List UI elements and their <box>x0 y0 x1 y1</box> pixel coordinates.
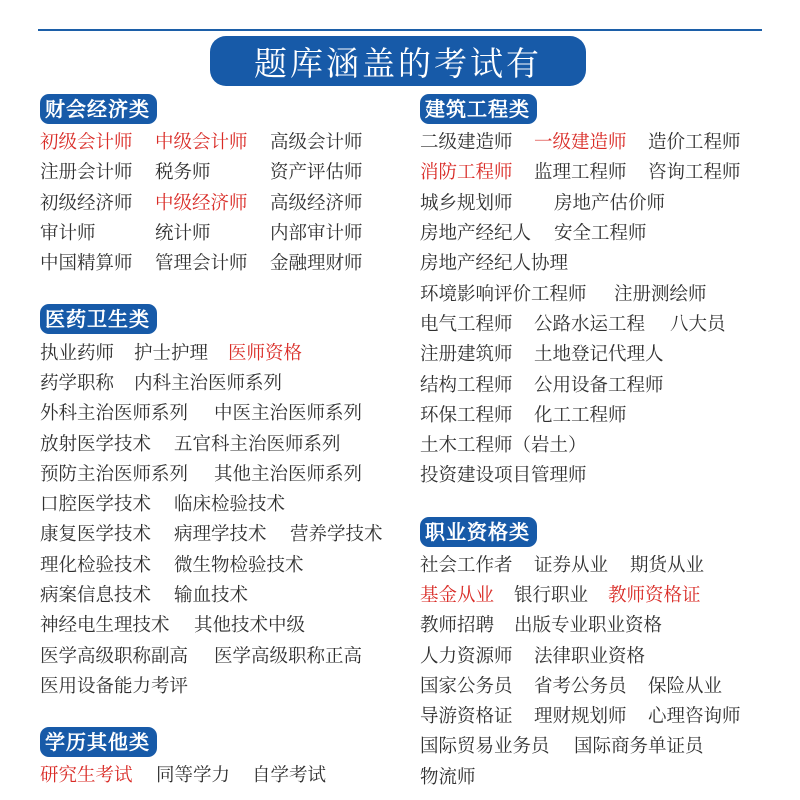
exam-item: 护士护理 <box>134 342 209 364</box>
exam-item: 放射医学技术 <box>40 433 152 455</box>
exam-item-highlighted: 医师资格 <box>228 342 303 364</box>
exam-row <box>420 156 780 186</box>
exam-item: 中医主治医师系列 <box>214 403 363 425</box>
left-column <box>40 94 410 789</box>
exam-item: 房地产估价师 <box>554 192 666 214</box>
exam-row <box>420 639 780 669</box>
exam-item: 五官科主治医师系列 <box>174 433 341 455</box>
exam-list <box>420 549 780 791</box>
exam-row <box>420 609 780 639</box>
exam-item: 八大员 <box>670 313 726 335</box>
exam-item: 税务师 <box>155 162 211 184</box>
exam-item: 统计师 <box>155 223 211 245</box>
exam-item: 造价工程师 <box>648 132 741 154</box>
exam-category-section <box>40 727 410 789</box>
exam-item: 高级经济师 <box>270 192 363 214</box>
exam-row <box>420 579 780 609</box>
exam-list <box>40 759 410 789</box>
section-spacer <box>40 277 410 304</box>
exam-item: 其他技术中级 <box>194 615 306 637</box>
exam-item: 外科主治医师系列 <box>40 403 189 425</box>
exam-row <box>420 217 780 247</box>
exam-item: 银行职业 <box>514 585 589 606</box>
right-column <box>420 94 780 791</box>
title-banner <box>210 36 586 86</box>
exam-item-highlighted: 中级经济师 <box>155 192 248 214</box>
category-heading: 医药卫生类 <box>40 304 157 334</box>
exam-row <box>420 308 780 338</box>
exam-item: 营养学技术 <box>290 524 383 546</box>
exam-row <box>420 338 780 368</box>
exam-row <box>40 488 410 518</box>
exam-item: 城乡规划师 <box>420 192 513 214</box>
exam-item: 土木工程师（岩土） <box>420 435 587 457</box>
exam-item: 其他主治医师系列 <box>214 463 363 485</box>
exam-row <box>40 759 410 789</box>
exam-item-highlighted: 初级会计师 <box>40 132 133 154</box>
exam-item: 口腔医学技术 <box>40 494 152 516</box>
exam-item: 同等学力 <box>156 765 231 787</box>
exam-item: 房地产经纪人 <box>420 223 532 245</box>
exam-category-section <box>40 304 410 700</box>
exam-item: 自学考试 <box>252 765 327 787</box>
exam-item: 心理咨询师 <box>648 706 741 728</box>
exam-item: 注册会计师 <box>40 162 133 184</box>
exam-item: 内部审计师 <box>270 223 363 245</box>
exam-item: 环保工程师 <box>420 404 513 426</box>
exam-item: 微生物检验技术 <box>174 554 304 576</box>
exam-item: 资产评估师 <box>270 162 363 184</box>
exam-item-highlighted: 基金从业 <box>420 585 495 606</box>
exam-item: 化工工程师 <box>534 404 627 426</box>
exam-row <box>40 579 410 609</box>
exam-item: 执业药师 <box>40 342 115 364</box>
category-heading: 财会经济类 <box>40 94 157 124</box>
exam-list <box>40 336 410 700</box>
exam-item: 监理工程师 <box>534 162 627 184</box>
exam-item: 初级经济师 <box>40 192 133 214</box>
exam-item: 保险从业 <box>648 675 723 697</box>
exam-item: 结构工程师 <box>420 374 513 396</box>
exam-row <box>40 518 410 548</box>
exam-item: 物流师 <box>420 766 476 788</box>
section-spacer <box>420 490 780 517</box>
exam-item: 房地产经纪人协理 <box>420 253 569 275</box>
category-heading: 建筑工程类 <box>420 94 537 124</box>
exam-row <box>40 549 410 579</box>
exam-item: 理化检验技术 <box>40 554 152 576</box>
exam-row <box>40 427 410 457</box>
exam-category-section <box>420 517 780 791</box>
exam-item: 国家公务员 <box>420 675 513 697</box>
exam-row <box>420 730 780 760</box>
category-heading: 职业资格类 <box>420 517 537 547</box>
exam-row <box>420 187 780 217</box>
exam-item: 安全工程师 <box>554 223 647 245</box>
exam-row <box>420 368 780 398</box>
exam-row <box>40 639 410 669</box>
exam-item: 出版专业职业资格 <box>514 615 663 637</box>
exam-item: 医学高级职称副高 <box>40 645 189 667</box>
exam-item-highlighted: 教师资格证 <box>608 585 701 606</box>
top-divider-line <box>38 29 762 31</box>
exam-item: 投资建设项目管理师 <box>420 465 587 487</box>
exam-row <box>40 187 410 217</box>
exam-row <box>420 549 780 579</box>
exam-item: 药学职称 <box>40 372 115 394</box>
category-heading: 学历其他类 <box>40 727 157 757</box>
exam-item: 公用设备工程师 <box>534 374 664 396</box>
exam-row <box>40 217 410 247</box>
exam-item: 证券从业 <box>534 554 609 576</box>
exam-item: 医学高级职称正高 <box>214 645 363 667</box>
exam-item: 国际商务单证员 <box>574 736 704 758</box>
exam-row <box>40 247 410 277</box>
exam-row <box>420 700 780 730</box>
exam-row <box>40 458 410 488</box>
exam-item: 公路水运工程 <box>534 313 646 335</box>
exam-row <box>420 277 780 307</box>
exam-row <box>40 609 410 639</box>
exam-row <box>40 670 410 700</box>
exam-item-highlighted: 中级会计师 <box>155 132 248 154</box>
exam-item: 土地登记代理人 <box>534 344 664 366</box>
exam-category-section <box>420 94 780 490</box>
exam-item: 内科主治医师系列 <box>134 372 283 394</box>
exam-item: 教师招聘 <box>420 615 495 637</box>
exam-row <box>420 126 780 156</box>
exam-row <box>40 367 410 397</box>
exam-item: 二级建造师 <box>420 132 513 154</box>
exam-item: 国际贸易业务员 <box>420 736 550 758</box>
exam-item: 电气工程师 <box>420 313 513 335</box>
exam-item: 康复医学技术 <box>40 524 152 546</box>
exam-item: 审计师 <box>40 223 96 245</box>
exam-row <box>420 761 780 791</box>
exam-row <box>420 670 780 700</box>
exam-item: 管理会计师 <box>155 253 248 275</box>
exam-item: 社会工作者 <box>420 554 513 576</box>
exam-item: 注册建筑师 <box>420 344 513 366</box>
exam-item: 注册测绘师 <box>614 283 707 305</box>
exam-item: 中国精算师 <box>40 253 133 275</box>
exam-item: 期货从业 <box>630 554 705 576</box>
exam-item: 临床检验技术 <box>174 494 286 516</box>
exam-item: 预防主治医师系列 <box>40 463 189 485</box>
exam-item: 导游资格证 <box>420 706 513 728</box>
exam-item: 法律职业资格 <box>534 645 646 667</box>
exam-item-highlighted: 研究生考试 <box>40 765 133 787</box>
exam-list <box>420 126 780 490</box>
exam-item: 金融理财师 <box>270 253 363 275</box>
exam-item: 医用设备能力考评 <box>40 675 189 697</box>
exam-item: 病案信息技术 <box>40 585 152 606</box>
exam-row <box>420 459 780 489</box>
exam-row <box>420 247 780 277</box>
exam-item: 神经电生理技术 <box>40 615 170 637</box>
exam-item: 病理学技术 <box>174 524 267 546</box>
exam-item: 高级会计师 <box>270 132 363 154</box>
exam-row <box>40 397 410 427</box>
exam-item: 理财规划师 <box>534 706 627 728</box>
exam-item: 环境影响评价工程师 <box>420 283 587 305</box>
exam-item: 输血技术 <box>174 585 249 606</box>
page-title: 题库涵盖的考试有 <box>254 43 542 83</box>
exam-row <box>420 429 780 459</box>
exam-item: 省考公务员 <box>534 675 627 697</box>
section-spacer <box>40 700 410 727</box>
exam-list <box>40 126 410 277</box>
exam-item: 人力资源师 <box>420 645 513 667</box>
exam-item-highlighted: 一级建造师 <box>534 132 627 154</box>
exam-item: 咨询工程师 <box>648 162 741 184</box>
exam-item-highlighted: 消防工程师 <box>420 162 513 184</box>
exam-row <box>420 399 780 429</box>
exam-row <box>40 336 410 366</box>
exam-row <box>40 156 410 186</box>
exam-category-section <box>40 94 410 277</box>
exam-row <box>40 126 410 156</box>
